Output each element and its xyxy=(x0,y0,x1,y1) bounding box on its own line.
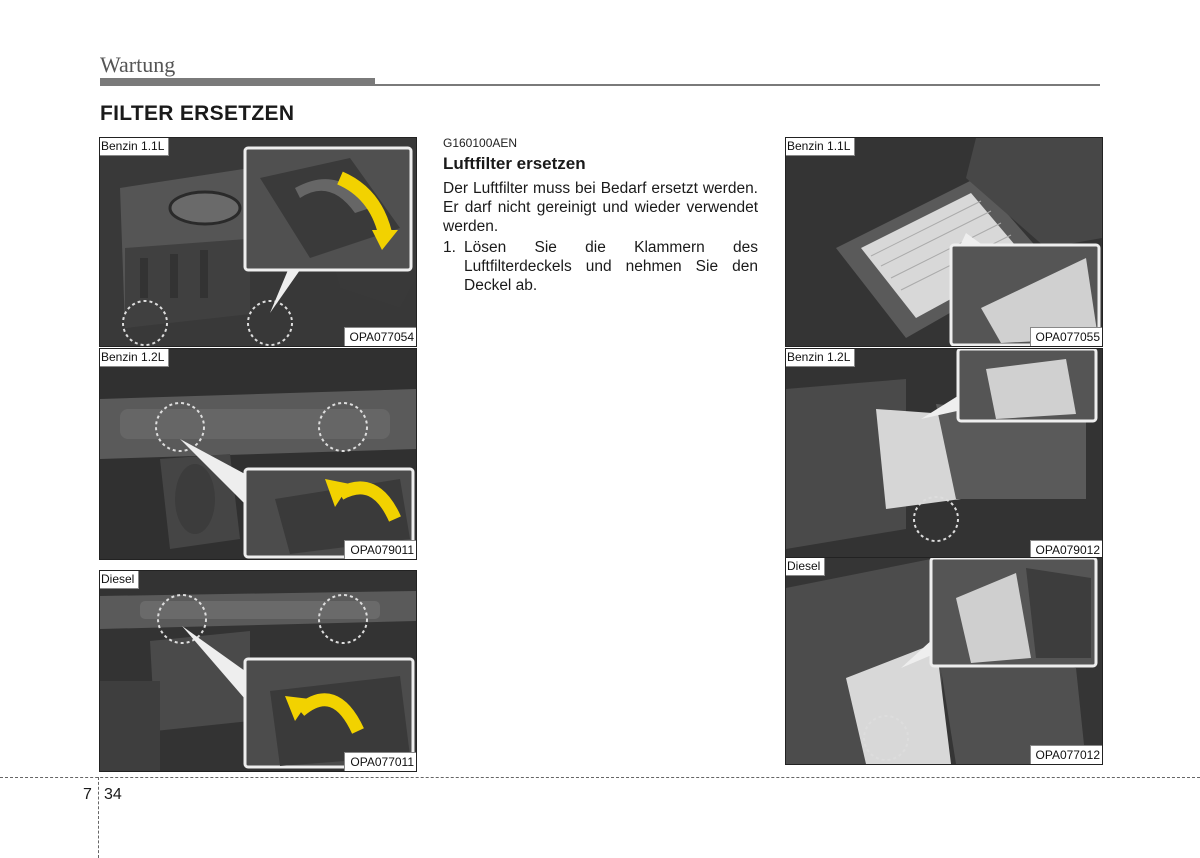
page-number: 34 xyxy=(104,786,122,803)
figure-right-2 xyxy=(785,348,1103,560)
header-rule-thick xyxy=(100,78,375,86)
figure-engine-label: Diesel xyxy=(786,558,825,576)
text-column xyxy=(443,136,758,295)
figure-code: OPA077012 xyxy=(1030,745,1103,764)
figure-code: OPA077011 xyxy=(344,752,416,771)
intro-paragraph: Der Luftfilter muss bei Bedarf ersetzt werden. Er darf nicht gereinigt und wieder verwendet werden. xyxy=(443,180,758,235)
figure-engine-label: Diesel xyxy=(100,571,139,589)
filter-photo-image xyxy=(786,138,1102,346)
engine-photo-image xyxy=(100,571,416,771)
step-text: Lösen Sie die Klammern des Luftfilterdeckels und nehmen Sie den Deckel ab. xyxy=(464,239,758,294)
header-rule-thin xyxy=(375,84,1100,86)
filter-photo-image xyxy=(786,558,1102,764)
reference-code: G160100AEN xyxy=(443,136,518,150)
figure-left-1 xyxy=(99,137,417,347)
figure-engine-label: Benzin 1.2L xyxy=(786,349,855,367)
step-number: 1. xyxy=(443,239,456,256)
step-item xyxy=(443,238,758,295)
section-title: FILTER ERSETZEN xyxy=(100,102,295,125)
figure-code: OPA079011 xyxy=(344,540,416,559)
footer-dashed-rule xyxy=(0,777,1200,778)
figure-code: OPA077054 xyxy=(344,327,417,346)
figure-engine-label: Benzin 1.1L xyxy=(100,138,169,156)
figure-right-1 xyxy=(785,137,1103,347)
figure-engine-label: Benzin 1.2L xyxy=(100,349,169,367)
figure-left-3 xyxy=(99,570,417,772)
figure-left-2 xyxy=(99,348,417,560)
figure-engine-label: Benzin 1.1L xyxy=(786,138,855,156)
footer-vertical-rule xyxy=(98,777,99,858)
chapter-number: 7 xyxy=(83,786,92,803)
figure-right-3 xyxy=(785,557,1103,765)
engine-photo-image xyxy=(100,138,416,346)
engine-photo-image xyxy=(100,349,416,559)
figure-code: OPA079012 xyxy=(1030,540,1103,559)
subheading: Luftfilter ersetzen xyxy=(443,154,586,173)
filter-photo-image xyxy=(786,349,1102,559)
figure-code: OPA077055 xyxy=(1030,327,1103,346)
header-section-word: Wartung xyxy=(100,52,176,77)
